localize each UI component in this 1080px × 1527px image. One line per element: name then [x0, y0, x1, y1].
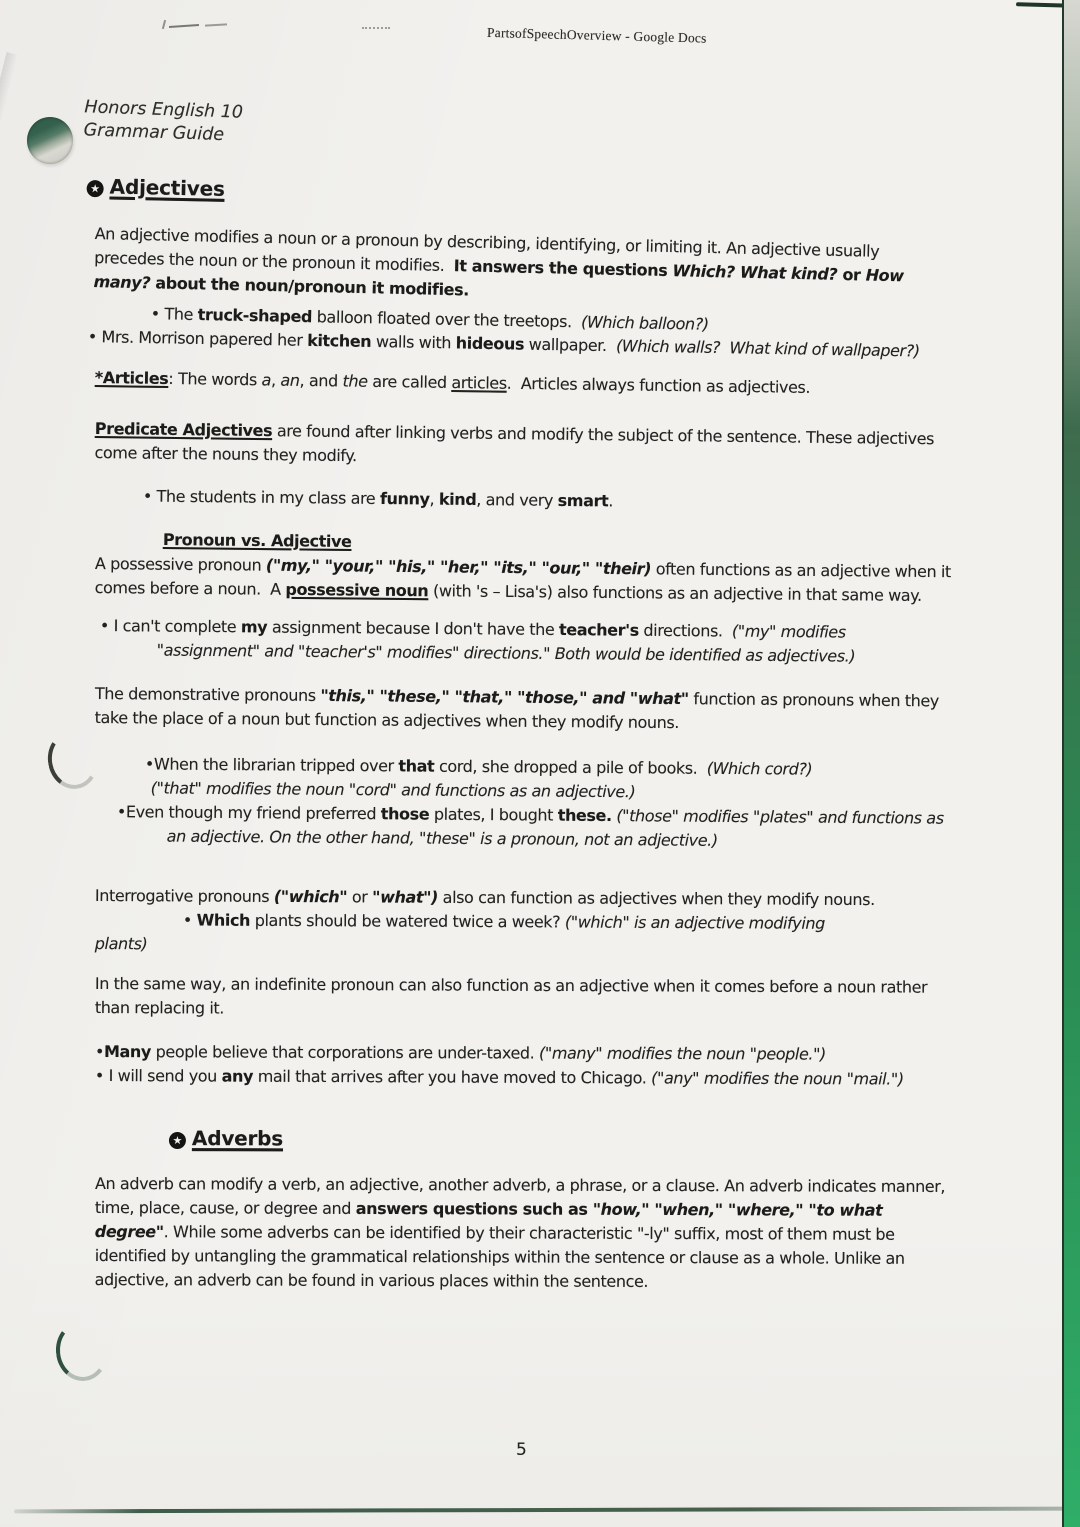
text-run: plants) — [94, 933, 148, 954]
pencil-mark — [169, 24, 199, 28]
text-run: often functions as an adjective when it comes before a noun. A — [94, 559, 956, 599]
pencil-mark — [205, 23, 227, 26]
text-run: about the noun/pronoun it modifies. — [149, 273, 470, 300]
text-run: "how," "when," "where," "to what degree" — [94, 1199, 888, 1242]
text-run: those — [380, 804, 430, 824]
adverbs-heading — [169, 1124, 953, 1155]
text-run: ("my," "your," "his," "her," "its," "our," "their) — [265, 555, 652, 579]
indefinite-pronoun-paragraph — [95, 972, 953, 1024]
text-run: a — [261, 370, 272, 390]
page-bottom-edge — [14, 1507, 1066, 1514]
text-run: these. — [557, 805, 612, 826]
text-run: are found after linking verbs and modify the subject of the sentence. These adjectives come after the nouns they modify. — [94, 421, 939, 466]
text-run: A possessive pronoun — [94, 553, 267, 575]
text-run: my — [240, 617, 268, 637]
text-run: plates, I bought — [429, 804, 558, 825]
text-run: Predicate Adjectives — [94, 418, 273, 441]
example-which-plants — [95, 908, 953, 960]
text-run: "this," "these," "that," "those," and "what" — [320, 685, 689, 709]
text-run: truck-shaped — [197, 304, 313, 327]
text-run: also can function as adjectives when they modify nouns. — [437, 887, 875, 910]
page-right-edge — [1062, 0, 1080, 1527]
course-line2: Grammar Guide — [83, 120, 225, 146]
predicate-adjectives-paragraph — [94, 417, 953, 475]
text-run: smart — [557, 490, 609, 511]
example-librarian — [95, 752, 953, 807]
possessive-pronoun-paragraph — [94, 552, 956, 608]
text-run: How many? — [93, 265, 910, 293]
text-run: , and — [299, 370, 343, 391]
text-run: Adjectives — [109, 174, 225, 201]
example-students — [95, 484, 953, 517]
document-body — [87, 172, 956, 1292]
text-run: , — [429, 489, 440, 509]
hole-punch — [27, 117, 73, 164]
text-run: possessive noun — [285, 579, 429, 601]
page-edge-shadow — [0, 52, 18, 147]
text-run: any — [221, 1066, 254, 1086]
text-run: or — [837, 264, 866, 285]
text-run: : The words — [168, 369, 262, 390]
text-run: (Which walls? What kind of wallpaper?) — [615, 336, 920, 361]
text-run: kind — [438, 489, 477, 509]
pencil-mark — [362, 27, 390, 29]
page-number: 5 — [516, 1440, 527, 1460]
text-run: teacher's — [558, 620, 639, 640]
text-run: An adjective modifies a noun or a pronoun by describing, identifying, or limiting it. An adjective usually precedes the noun or the pronoun it modifies. — [93, 223, 885, 276]
text-run: assignment because I don't have the — [267, 617, 560, 640]
text-run: • I will send you — [94, 1066, 222, 1086]
text-run: mail that arrives after you have moved to Chicago. — [253, 1066, 652, 1088]
text-run: (Which balloon?) — [580, 312, 709, 334]
text-run: the — [342, 371, 368, 391]
text-run: It answers the questions — [453, 256, 673, 281]
articles-note — [95, 366, 953, 402]
example-any-mail — [95, 1064, 953, 1092]
pencil-mark — [162, 20, 166, 29]
text-run: ("any" modifies the noun "mail.") — [651, 1068, 904, 1089]
hole-punch-shadow-2 — [53, 1318, 111, 1383]
text-run: an — [280, 370, 300, 390]
text-run: • The students in my class are — [142, 486, 381, 508]
example-many-people — [95, 1040, 953, 1067]
text-run: ("which" is an adjective modifying — [564, 912, 825, 933]
text-run: wallpaper. — [523, 334, 617, 356]
star-circle-icon: ★ — [86, 180, 103, 197]
text-run: , and very — [476, 489, 558, 510]
text-run: An adverb can modify a verb, an adjective, another adverb, a phrase, or a clause. An adverb indicates manner, time, place, cause, or degree and — [94, 1174, 950, 1218]
text-run: . — [608, 491, 614, 511]
text-run: answers questions such as — [355, 1198, 593, 1219]
text-run: *Articles — [94, 367, 169, 389]
text-run: (with 's – Lisa's) also functions as an adjective in that same way. — [428, 581, 922, 605]
text-run: • Mrs. Morrison papered her — [87, 326, 308, 350]
text-run: hideous — [455, 333, 525, 354]
text-run: ("that" modifies the noun "cord" and functions as an adjective.) — [150, 778, 636, 802]
text-run: ("my" modifies "assignment" and "teacher's" modifies" directions." Both would be identified as adjectives.) — [156, 621, 856, 666]
example-plates — [95, 800, 953, 855]
text-run: . While some adverbs can be identified by their characteristic "-ly" suffix, most of them must be identified by untangling the grammatical relationships within the sentence or clause as a whole. Unlike an adjective, an adverb can be found in various places within the sentence. — [94, 1222, 910, 1291]
adjective-intro-paragraph — [93, 222, 952, 313]
text-run: • — [182, 910, 197, 930]
course-label — [83, 96, 243, 148]
text-run: or — [347, 887, 373, 907]
course-line1: Honors English 10 — [84, 97, 244, 123]
text-run: people believe that corporations are under-taxed. — [150, 1042, 540, 1063]
text-run: The demonstrative pronouns — [94, 683, 321, 705]
text-run: (Which cord?) — [706, 758, 813, 779]
star-circle-icon: ★ — [169, 1132, 186, 1149]
text-run: Which? What kind? — [672, 261, 838, 284]
text-run: Many — [103, 1042, 151, 1062]
text-run: that — [398, 756, 435, 776]
text-run: "what") — [372, 887, 439, 907]
text-run: cord, she dropped a pile of books. — [434, 756, 707, 778]
text-run: •Even though my friend preferred — [116, 802, 381, 824]
text-run: walls with — [371, 331, 456, 353]
text-run: plants should be watered twice a week? — [250, 910, 565, 932]
adverbs-intro-paragraph — [95, 1172, 953, 1295]
text-run: Adverbs — [191, 1126, 284, 1151]
text-run: directions. — [638, 620, 733, 641]
text-run: • The — [150, 304, 198, 324]
example-assignment — [95, 614, 953, 669]
text-run: function as pronouns when they take the place of a noun but function as adjectives when they modify nouns. — [94, 689, 944, 733]
text-run: • I can't complete — [99, 616, 242, 637]
text-run: • — [94, 1042, 105, 1062]
text-run: In the same way, an indefinite pronoun can also function as an adjective when it comes before a noun rather than replacing it. — [94, 974, 932, 1018]
text-run: Pronoun vs. Adjective — [162, 529, 352, 551]
text-run: ("many" modifies the noun "people.") — [539, 1043, 826, 1064]
text-run: kitchen — [307, 330, 372, 351]
text-run: Interrogative pronouns — [94, 886, 274, 906]
text-run: , — [270, 370, 281, 390]
text-run: •When the librarian tripped over — [144, 754, 399, 776]
text-run: balloon floated over the treetops. — [311, 307, 582, 332]
text-run: are called — [367, 371, 452, 392]
text-run: ("those" modifies "plates" and functions as an adjective. On the other hand, "these" is a pronoun, not an adjective.) — [166, 806, 949, 850]
text-run: . Articles always function as adjectives. — [506, 373, 811, 397]
text-run: articles — [451, 372, 507, 393]
text-run: funny — [379, 488, 430, 509]
document-header-title: PartsofSpeechOverview - Google Docs — [486, 24, 707, 46]
text-run: ("which" — [273, 886, 348, 907]
adjectives-heading — [86, 172, 952, 218]
text-run: Which — [196, 910, 251, 930]
demonstrative-pronouns-paragraph — [95, 682, 953, 737]
